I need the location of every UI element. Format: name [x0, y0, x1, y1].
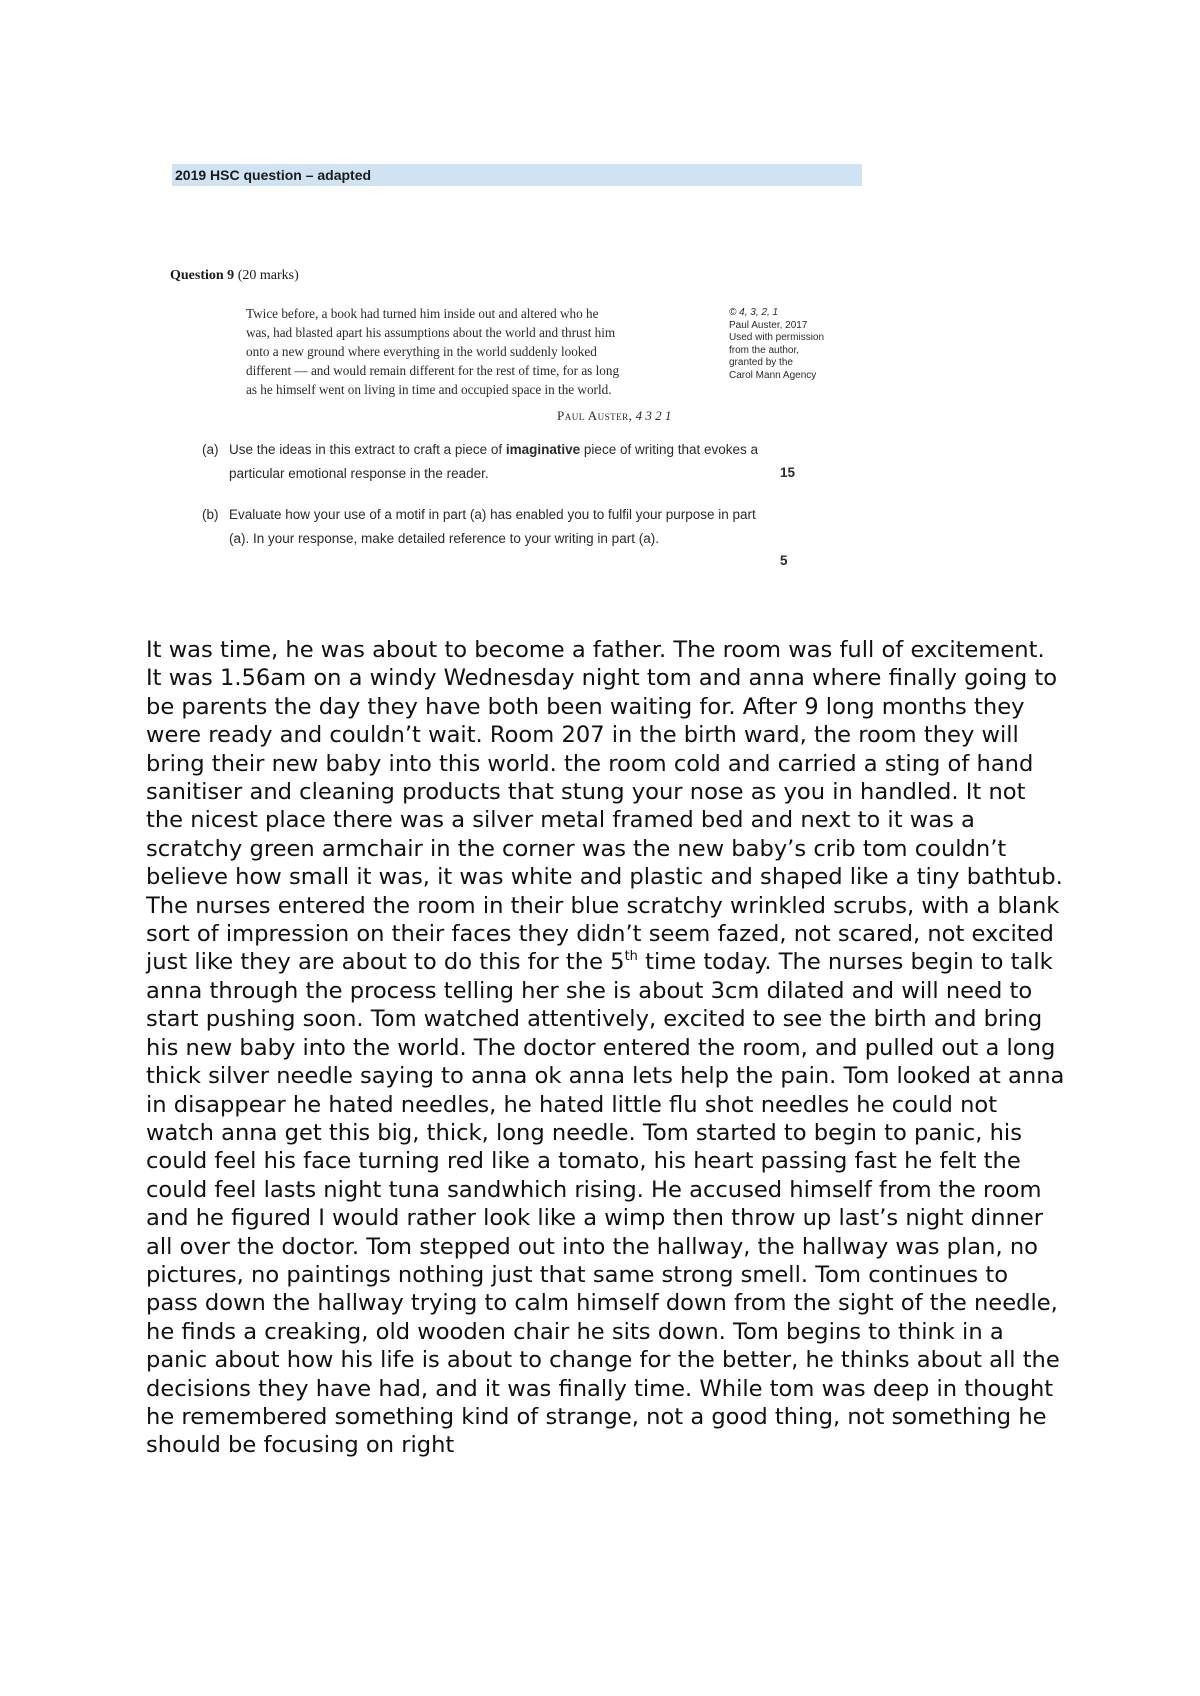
- question-label: Question 9: [170, 268, 235, 283]
- extract-passage: [246, 304, 706, 399]
- extract-line: Twice before, a book had turned him inside out and altered who he: [246, 306, 599, 321]
- essay-body-start: It was 1.56am on a windy Wednesday night tom and anna where finally going to be parents the day they have both been waiting for. After 9 long months they were ready and couldn’t wait. Room 207 in the birth ward, the room they will bring their new baby into this world. the room cold and carried a sting of hand sanitiser and cleaning products that stung your nose as you in handled. It not the nicest place there was a silver metal framed bed and next to it was a scratchy green armchair in the corner was the new baby’s crib tom couldn’t believe how small it was, it was white and plastic and shaped like a tiny bathtub. The nurses entered the room in their blue scratchy wrinkled scrubs, with a blank sort of impression on their faces they didn’t seem fazed, not scared, not excited just like they are about to do this for the 5: [146, 665, 1063, 976]
- copyright-credit: [729, 307, 849, 382]
- essay-response: [146, 636, 1066, 1460]
- question-source-banner: 2019 HSC question – adapted: [172, 164, 862, 186]
- ordinal-superscript: th: [624, 949, 638, 965]
- question-part-b: [202, 503, 782, 551]
- part-b-letter: (b): [202, 507, 219, 522]
- essay-body: [146, 664, 1066, 1459]
- credit-line: © 4, 3, 2, 1: [729, 307, 779, 318]
- part-a-letter: (a): [202, 442, 219, 457]
- credit-line: from the author,: [729, 344, 800, 356]
- essay-body-end: time today. The nurses begin to talk anna through the process telling her she is about 3cm dilated and will need to start pushing soon. Tom watched attentively, excited to see the birth and bring his new baby into the world. The doctor entered the room, and pulled out a long thick silver needle saying to anna ok anna lets help the pain. Tom looked at anna in disappear he hated needles, he hated little flu shot needles he could not watch anna get this big, thick, long needle. Tom started to begin to panic, his could feel his face turning red like a tomato, his heart passing fast he felt the could feel lasts night tuna sandwhich rising. He accused himself from the room and he figured I would rather look like a wimp then throw up last’s night dinner all over the doctor. Tom stepped out into the hallway, the hallway was plan, no pictures, no paintings nothing just that same strong smell. Tom continues to pass down the hallway trying to calm himself down from the sight of the needle, he finds a creaking, old wooden chair he sits down. Tom begins to think in a panic about how his life is about to change for the better, he thinks about all the decisions they have had, and it was finally time. While tom was deep in thought he remembered something kind of strange, not a good thing, not something he should be focusing on right: [146, 949, 1065, 1459]
- part-a-emphasis: imaginative: [505, 442, 581, 457]
- part-a-marks: 15: [780, 465, 796, 480]
- extract-line: was, had blasted apart his assumptions about the world and thrust him: [246, 325, 616, 340]
- credit-line: granted by the: [729, 357, 793, 368]
- credit-line: Paul Auster, 2017: [729, 319, 808, 331]
- book-title: 4 3 2 1: [635, 408, 672, 423]
- extract-line: different — and would remain different for the rest of time, for as long: [246, 363, 620, 378]
- question-heading: [170, 268, 299, 284]
- extract-line: onto a new ground where everything in the world suddenly looked: [246, 344, 597, 359]
- part-a-text-start: Use the ideas in this extract to craft a piece of: [229, 442, 506, 457]
- extract-line: as he himself went on living in time and occupied space in the world.: [246, 382, 612, 397]
- credit-line: Carol Mann Agency: [729, 369, 817, 381]
- part-a-text: [229, 438, 769, 486]
- part-b-marks: 5: [780, 553, 788, 568]
- essay-intro: It was time, he was about to become a father. The room was full of excitement.: [146, 637, 1045, 663]
- part-b-text: Evaluate how your use of a motif in part (a) has enabled you to fulfil your purpose in part (a). In your response, make detailed reference to your writing in part (a).: [229, 507, 756, 546]
- question-part-a: [202, 438, 782, 486]
- part-a-text-end: piece of writing that evokes a particular emotional response in the reader.: [229, 442, 759, 481]
- extract-author: [557, 408, 671, 424]
- credit-line: Used with permission: [729, 332, 825, 343]
- author-name: Paul Auster,: [557, 408, 633, 423]
- question-marks-note: (20 marks): [237, 268, 299, 283]
